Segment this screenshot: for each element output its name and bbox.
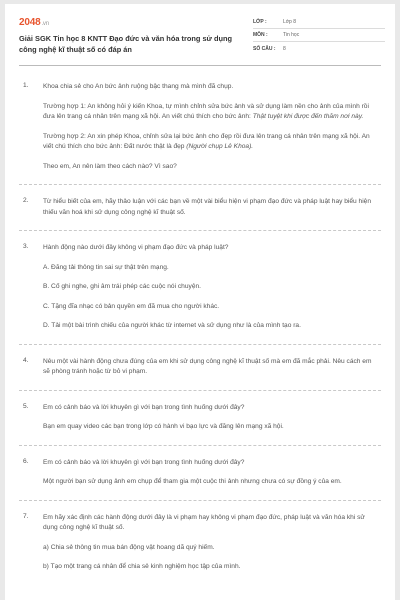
document-page xyxy=(5,4,395,600)
separator xyxy=(19,390,381,391)
option-a: a) Chia sẻ thông tin mua bán động vật hoang dã quý hiếm. xyxy=(43,543,215,551)
question-6-detail: Một người bạn sử dụng ảnh em chụp để tham gia một cuộc thi ảnh nhưng chưa có sự đồng ý của em. xyxy=(43,478,342,485)
site-logo[interactable]: 2048.vn xyxy=(19,17,49,28)
meta-row-count: SỐ CÂU : 8 xyxy=(253,45,286,52)
document-header xyxy=(5,4,395,66)
option-b: b) Tạo một trang cá nhân để chia sẻ kinh nghiệm học tập của mình. xyxy=(43,563,241,570)
header-divider xyxy=(19,65,381,66)
separator xyxy=(19,344,381,345)
separator xyxy=(19,184,381,185)
question-1: 1. Khoa chia sẻ cho An bức ảnh ruộng bậc thang mà mình đã chụp. Trường hợp 1: An không hỏi ý kiến Khoa, tự mình chỉnh sửa bức ảnh và sử dụng làm nền cho ảnh của mình rồi đưa lên trang cá nhân trên mạng xã hội. An viết chú thích cho bức ảnh: Thật tuyệt khi được đến thăm nơi này. Trường hợp 2: An xin phép Khoa, chỉnh sửa lại bức ảnh cho đẹp rồi đưa lên trang cá nhân trên mạng xã hội. An viết chú thích cho bức ảnh: Đất nước thật là đẹp (Người chụp Lê Khoa). Theo em, An nên làm theo cách nào? Vì sao? xyxy=(5,82,395,172)
document-title: Giải SGK Tin học 8 KNTT Đạo đức và văn hóa trong sử dụng công nghệ kĩ thuật số có đáp án xyxy=(19,34,233,54)
question-7: 7. Em hãy xác định các hành động dưới đây là vi phạm hay không vi phạm đạo đức, pháp luật và văn hóa khi sử dụng công nghệ kĩ thuật số. a) Chia sẻ thông tin mua bán động vật hoang dã quý hiếm. b) Tạo một trang cá nhân để chia sẻ kinh nghiệm học tập của mình. xyxy=(5,513,395,573)
question-5: 5. Em có cảnh báo và lời khuyên gì với bạn trong tình huống dưới đây? Bạn em quay video các bạn trong lớp có hành vi bạo lực và đăng lên mạng xã hội. xyxy=(5,403,395,433)
option-c: C. Tặng đĩa nhạc có bản quyền em đã mua cho người khác. xyxy=(43,302,220,310)
meta-row-subject: MÔN : Tin học xyxy=(253,29,385,42)
question-4: 4. Nêu một vài hành động chưa đúng của em khi sử dụng công nghệ kĩ thuật số mà em đã mắc phải. Nêu cách em sẽ phòng tránh hoặc từ bỏ vi phạm. xyxy=(23,356,372,375)
separator xyxy=(19,500,381,501)
meta-row-class: LỚP : Lớp 8 xyxy=(253,16,385,29)
separator xyxy=(19,445,381,446)
meta-table xyxy=(253,16,385,55)
question-5-detail: Bạn em quay video các bạn trong lớp có hành vi bạo lực và đăng lên mạng xã hội. xyxy=(43,423,284,430)
option-d: D. Tải một bài trình chiếu của người khác từ internet và sử dụng như là của mình tạo ra. xyxy=(43,322,301,329)
question-6: 6. Em có cảnh báo và lời khuyên gì với bạn trong tình huống dưới đây? Một người bạn sử dụng ảnh em chụp để tham gia một cuộc thi ảnh nhưng chưa có sự đồng ý của em. xyxy=(5,458,395,488)
question-list xyxy=(5,70,395,573)
question-1-case-2: Trường hợp 2: An xin phép Khoa, chỉnh sửa lại bức ảnh cho đẹp rồi đưa lên trang cá nhân trên mạng xã hội. An viết chú thích cho bức ảnh: Đất nước thật là đẹp (Người chụp Lê Khoa). xyxy=(43,132,370,150)
option-b: B. Cố ghi nghe, ghi âm trái phép các cuộc nói chuyện. xyxy=(43,283,201,290)
question-1-case-1: Trường hợp 1: An không hỏi ý kiến Khoa, tự mình chỉnh sửa bức ảnh và sử dụng làm nền cho ảnh của mình rồi đưa lên trang cá nhân trên mạng xã hội. An viết chú thích cho bức ảnh: Thật tuyệt khi được đến thăm nơi này. xyxy=(43,102,369,120)
question-3: 3. Hành động nào dưới đây không vi phạm đạo đức và pháp luật? A. Đăng tải thông tin sai sự thật trên mạng. B. Cố ghi nghe, ghi âm trái phép các cuộc nói chuyện. C. Tặng đĩa nhạc có bản quyền em đã mua cho người khác. D. Tải một bài trình chiếu của người khác từ internet và sử dụng như là của mình tạo ra. xyxy=(5,243,395,332)
question-1-ask: Theo em, An nên làm theo cách nào? Vì sao? xyxy=(43,162,177,170)
option-a: A. Đăng tải thông tin sai sự thật trên mạng. xyxy=(43,263,169,271)
question-2: 2. Từ hiểu biết của em, hãy thảo luận với các bạn về một vài biểu hiện vi phạm đạo đức và pháp luật hay biểu hiện thiếu văn hoá khi sử dụng công nghệ kĩ thuật số. xyxy=(23,197,372,216)
separator xyxy=(19,230,381,231)
